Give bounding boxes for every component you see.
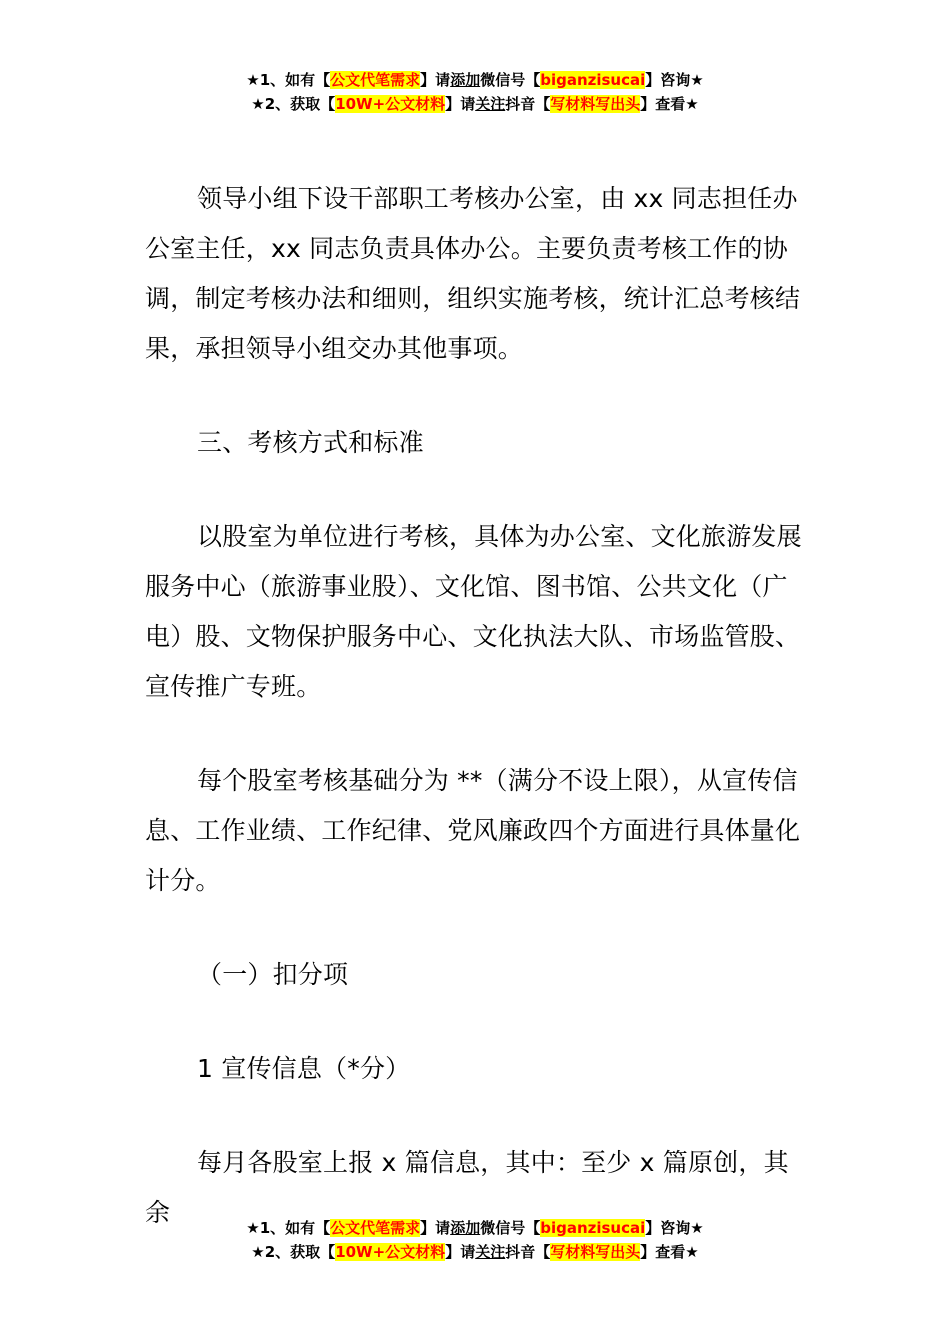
highlight-text: 写材料写出头: [550, 95, 641, 113]
highlight-text: 10W+公文材料: [335, 1243, 446, 1261]
highlight-text: biganzisucai: [540, 71, 646, 89]
paragraph-gap: [145, 468, 807, 512]
banner-text: 】请: [445, 1243, 476, 1261]
banner-text: 】咨询★: [645, 1219, 704, 1237]
banner-text: 】请: [420, 71, 451, 89]
banner-text: 微信号【: [480, 1219, 541, 1237]
banner-text: 】咨询★: [645, 71, 704, 89]
highlight-text: 公文代笔需求: [330, 1219, 421, 1237]
banner-text: ★2、获取【: [251, 1243, 336, 1261]
banner-line-1: [0, 1216, 950, 1240]
paragraph-gap: [145, 1094, 807, 1138]
highlight-text: 公文代笔需求: [330, 71, 421, 89]
paragraph: 每月各股室上报 x 篇信息，其中：至少 x 篇原创，其余: [145, 1148, 789, 1227]
banner-text: 】查看★: [640, 95, 699, 113]
underlined-text: 关注: [475, 1243, 506, 1261]
subsection-heading: （一）扣分项: [197, 960, 349, 989]
banner-text: 抖音【: [505, 1243, 551, 1261]
banner-text: ★1、如有【: [246, 71, 331, 89]
paragraph: 每个股室考核基础分为 **（满分不设上限），从宣传信息、工作业绩、工作纪律、党风廉政四个方面进行具体量化计分。: [145, 766, 801, 895]
paragraph: 领导小组下设干部职工考核办公室，由 xx 同志担任办公室主任，xx 同志负责具体办公。主要负责考核工作的协调，制定考核办法和细则，组织实施考核，统计汇总考核结果，承担领导小组交办其他事项。: [145, 184, 801, 363]
banner-text: ★2、获取【: [251, 95, 336, 113]
banner-line-2: [0, 92, 950, 116]
paragraph-gap: [145, 1000, 807, 1044]
banner-text: 】查看★: [640, 1243, 699, 1261]
paragraph-gap: [145, 374, 807, 418]
paragraph-gap: [145, 712, 807, 756]
highlight-text: 10W+公文材料: [335, 95, 446, 113]
banner-text: 】请: [420, 1219, 451, 1237]
banner-text: 】请: [445, 95, 476, 113]
header-banner: [0, 68, 950, 116]
banner-text: 微信号【: [480, 71, 541, 89]
footer-banner: [0, 1216, 950, 1264]
item-heading: 1 宣传信息（*分）: [197, 1054, 411, 1083]
paragraph-gap: [145, 906, 807, 950]
banner-text: 抖音【: [505, 95, 551, 113]
paragraph: 以股室为单位进行考核，具体为办公室、文化旅游发展服务中心（旅游事业股）、文化馆、图书馆、公共文化（广电）股、文物保护服务中心、文化执法大队、市场监管股、宣传推广专班。: [145, 522, 802, 701]
section-heading: 三、考核方式和标准: [197, 428, 424, 457]
underlined-text: 添加: [450, 71, 481, 89]
banner-line-1: [0, 68, 950, 92]
banner-text: ★1、如有【: [246, 1219, 331, 1237]
document-body: [145, 174, 807, 1238]
banner-line-2: [0, 1240, 950, 1264]
highlight-text: biganzisucai: [540, 1219, 646, 1237]
underlined-text: 关注: [475, 95, 506, 113]
underlined-text: 添加: [450, 1219, 481, 1237]
highlight-text: 写材料写出头: [550, 1243, 641, 1261]
